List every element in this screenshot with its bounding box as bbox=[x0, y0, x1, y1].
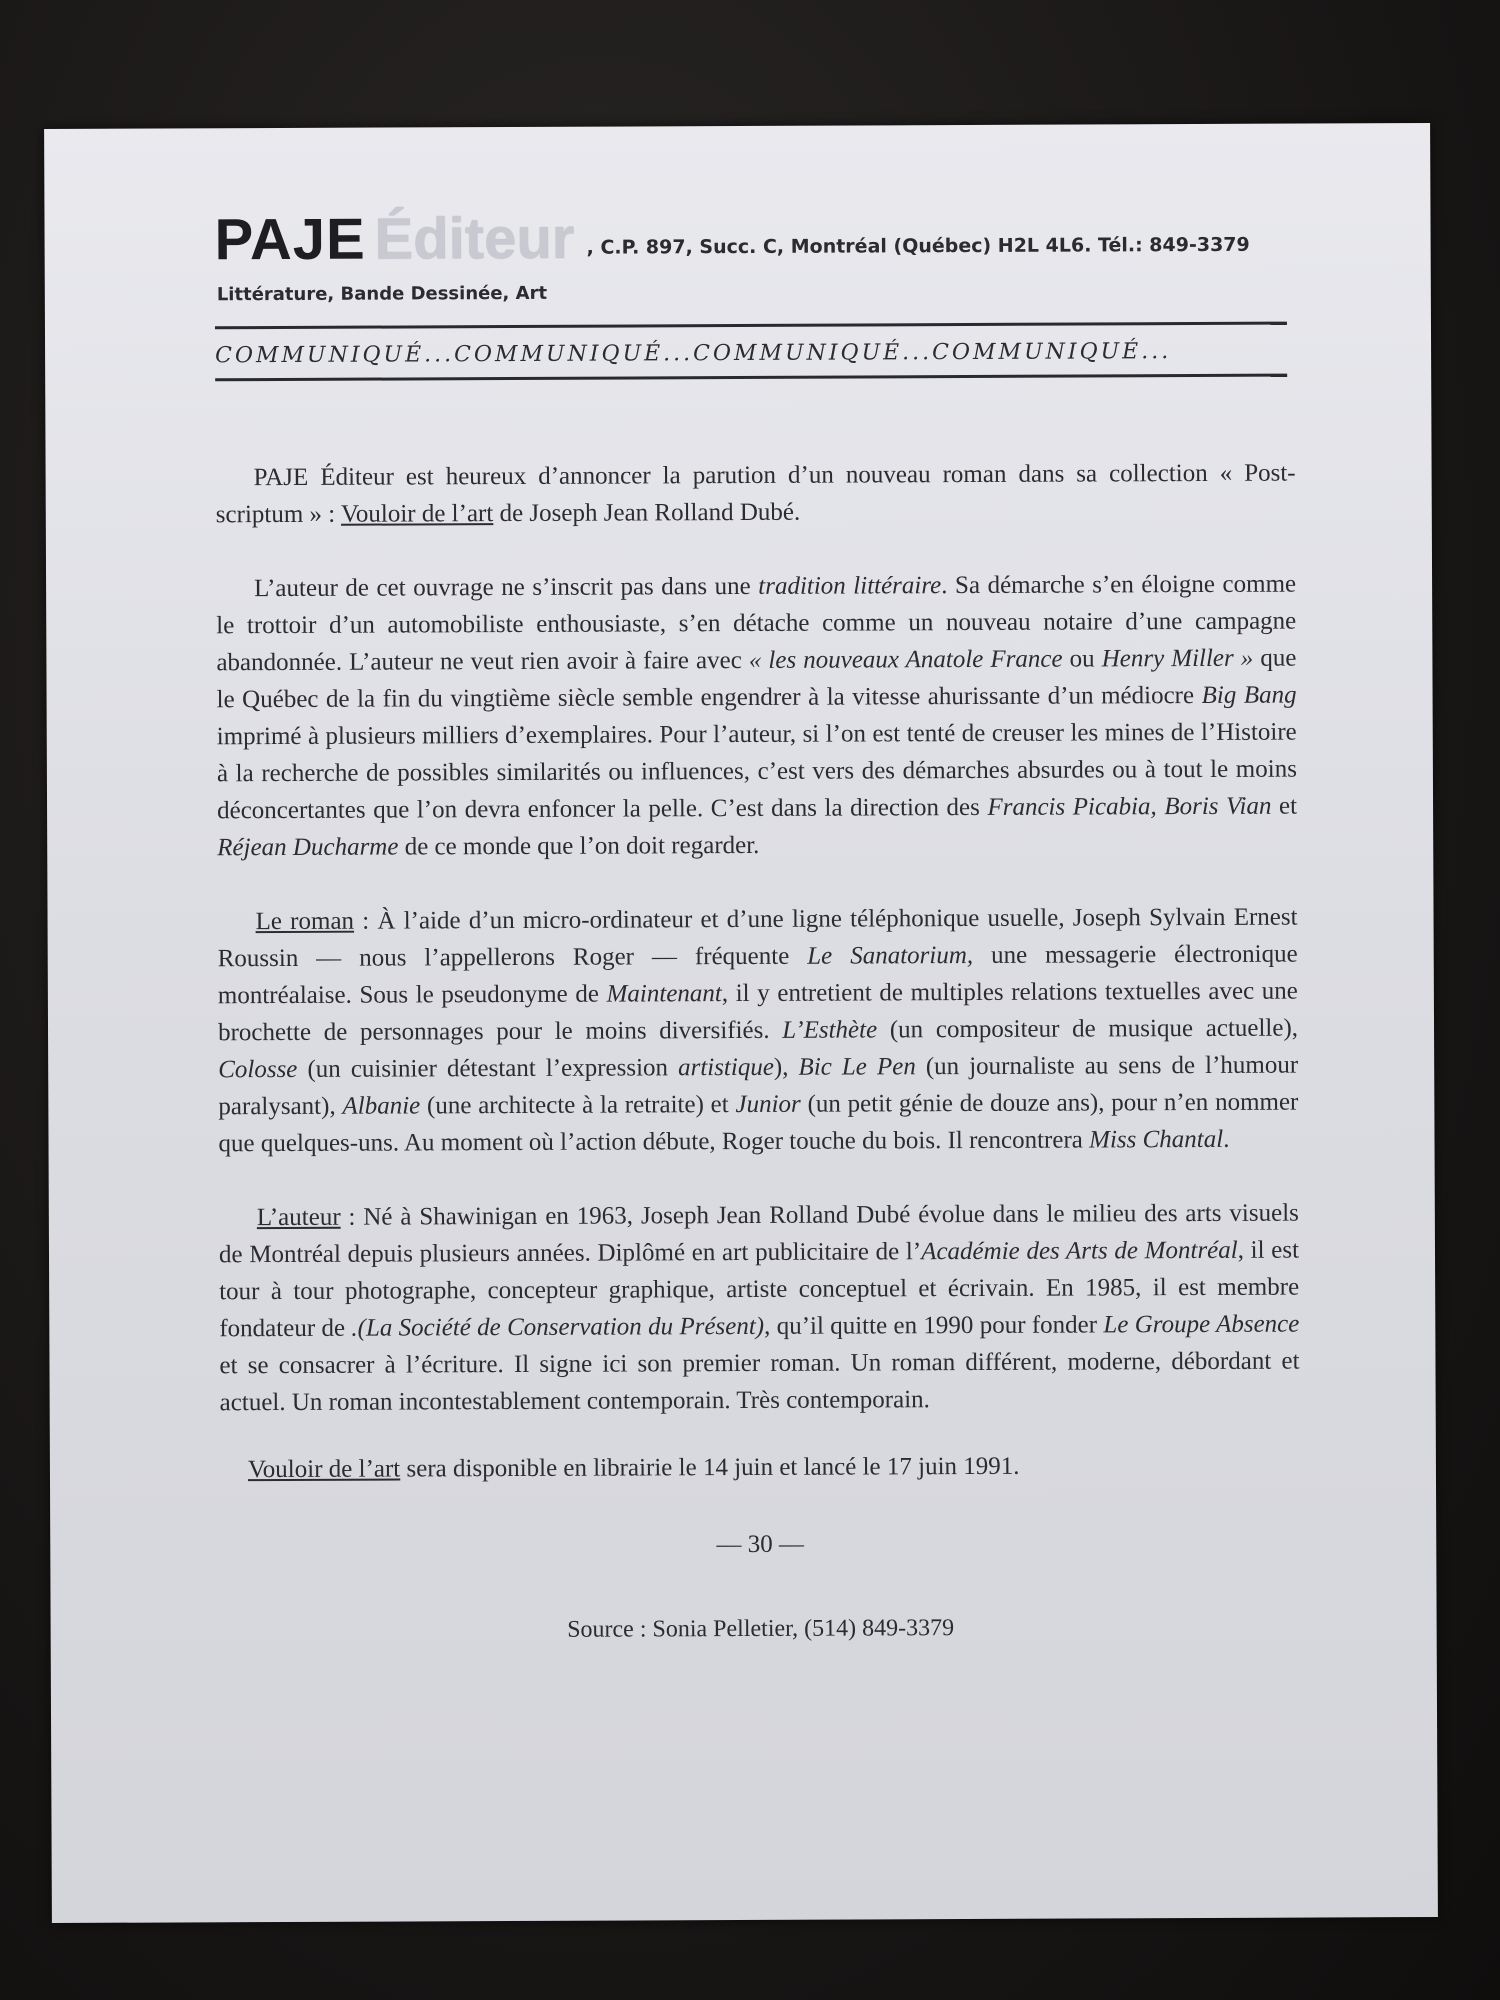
emphasis: Bic Le Pen bbox=[798, 1053, 916, 1081]
emphasis: Junior bbox=[735, 1090, 801, 1119]
text: et se consacrer à l’écriture. Il signe ici son premier roman. Un roman différent, moderne, débordant et actuel. Un roman incontestablement contemporain. Très contemporain. bbox=[219, 1347, 1300, 1417]
publisher-address: , C.P. 897, Succ. C, Montréal (Québec) H2L 4L6. Tél.: 849-3379 bbox=[586, 233, 1250, 259]
publisher-logo: PAJE bbox=[214, 206, 366, 273]
press-release-page bbox=[44, 123, 1438, 1923]
text: (un petit génie de douze ans), pour n’en nommer que quelques-uns. Au moment où l’action débute, Roger touche du bois. Il rencontrera bbox=[218, 1088, 1299, 1158]
text: , qu’il quitte en 1990 pour fonder bbox=[764, 1311, 1104, 1340]
emphasis: Le Groupe Absence bbox=[1103, 1310, 1300, 1339]
emphasis: .(La Société de Conservation du Présent) bbox=[351, 1312, 765, 1342]
section-label: Le roman bbox=[255, 907, 355, 936]
emphasis: tradition littéraire bbox=[758, 572, 942, 600]
availability-line bbox=[220, 1447, 1300, 1489]
text: que le Québec de la fin du vingtième siècle semble engendrer à la vitesse ahurissante d’un médiocre bbox=[216, 644, 1297, 714]
emphasis: Miss Chantal bbox=[1089, 1125, 1224, 1154]
source-contact: Source : Sonia Pelletier, (514) 849-3379 bbox=[567, 1615, 955, 1643]
text: de Joseph Jean Rolland Dubé. bbox=[493, 498, 801, 528]
emphasis: « les nouveaux Anatole France bbox=[748, 645, 1063, 674]
emphasis: Colosse bbox=[218, 1055, 298, 1084]
announcement-paragraph bbox=[216, 455, 1296, 534]
text: une messagerie électronique montréalaise. Sous le pseudonyme de bbox=[217, 940, 1298, 1010]
emphasis: Francis Picabia, Boris Vian bbox=[987, 792, 1272, 821]
communique-banner: COMMUNIQUÉ...COMMUNIQUÉ...COMMUNIQUÉ...COMMUNIQUÉ... bbox=[215, 339, 1172, 369]
text: de ce monde que l’on doit regarder. bbox=[398, 831, 760, 861]
text: L’auteur de cet ouvrage ne s’inscrit pas dans une bbox=[254, 572, 759, 603]
text: . Sa démarche s’en éloigne comme le trottoir d’un automobiliste enthousiaste, s’en détache comme un nouveau notaire d’une campagne abandonnée. L’auteur ne veut rien avoir à faire avec bbox=[216, 570, 1297, 677]
letterhead bbox=[214, 202, 1295, 327]
text: , il est tour à tour photographe, concepteur graphique, artiste conceptuel et écrivain. En 1985, il est membre fondateur de bbox=[219, 1236, 1300, 1343]
emphasis: Réjean Ducharme bbox=[217, 833, 399, 862]
text: sera disponible en librairie le 14 juin et lancé le 17 juin 1991. bbox=[400, 1452, 1020, 1483]
author-bio-paragraph bbox=[219, 1195, 1300, 1422]
text: . bbox=[1223, 1125, 1230, 1153]
emphasis: L’Esthète bbox=[782, 1016, 878, 1044]
emphasis: Académie des Arts de Montréal bbox=[921, 1236, 1238, 1266]
book-title: Vouloir de l’art bbox=[340, 500, 494, 528]
release-body bbox=[216, 455, 1301, 1651]
divider-bottom bbox=[215, 374, 1287, 382]
text: et bbox=[1271, 792, 1298, 820]
text: (une architecte à la retraite) et bbox=[420, 1091, 736, 1120]
emphasis: Albanie bbox=[342, 1092, 421, 1120]
text: , il y entretient de multiples relations textuelles avec une brochette de personnages pour le moins diversifiés. bbox=[217, 977, 1298, 1047]
novel-summary-paragraph bbox=[217, 899, 1298, 1163]
text: (un journaliste au sens de l’humour paralysant), bbox=[218, 1051, 1299, 1121]
page-content bbox=[214, 202, 1300, 1651]
text: (un compositeur de musique actuelle), bbox=[877, 1014, 1299, 1044]
emphasis: Le Sanatorium, bbox=[807, 941, 974, 970]
text: (un cuisinier détestant l’expression bbox=[297, 1054, 679, 1083]
text: ou bbox=[1062, 645, 1102, 673]
publisher-tagline: Littérature, Bande Dessinée, Art bbox=[216, 282, 548, 306]
section-label: L’auteur bbox=[256, 1203, 341, 1232]
text: : Né à Shawinigan en 1963, Joseph Jean Rolland Dubé évolue dans le milieu des arts visuels de Montréal depuis plusieurs années. Diplômé en art publicitaire de l’ bbox=[218, 1199, 1299, 1269]
book-title: Vouloir de l’art bbox=[247, 1455, 401, 1484]
emphasis: Maintenant bbox=[606, 980, 722, 1008]
text: : À l’aide d’un micro-ordinateur et d’une ligne téléphonique usuelle, Joseph Sylvain Ernest Roussin — nous l’appellerons Roger — fréquente bbox=[217, 903, 1298, 973]
emphasis: Big Bang bbox=[1201, 681, 1297, 709]
end-marker: — 30 — bbox=[716, 1530, 805, 1559]
text: ), bbox=[773, 1053, 799, 1081]
text: PAJE Éditeur est heureux d’annoncer la parution d’un nouveau roman dans sa collection « Post-scriptum » : bbox=[215, 459, 1296, 529]
text: imprimé à plusieurs milliers d’exemplaires. Pour l’auteur, si l’on est tenté de creuser les mines de l’Histoire à la recherche de possibles similarités ou influences, c’est vers des démarches absurdes ou à tout le moins déconcertantes que l’on devra enfoncer la pelle. C’est dans la direction des bbox=[216, 718, 1297, 825]
author-approach-paragraph bbox=[216, 566, 1297, 867]
publisher-logo-sub: Éditeur bbox=[374, 205, 575, 272]
emphasis: Henry Miller » bbox=[1101, 644, 1254, 673]
emphasis: artistique bbox=[677, 1053, 774, 1082]
